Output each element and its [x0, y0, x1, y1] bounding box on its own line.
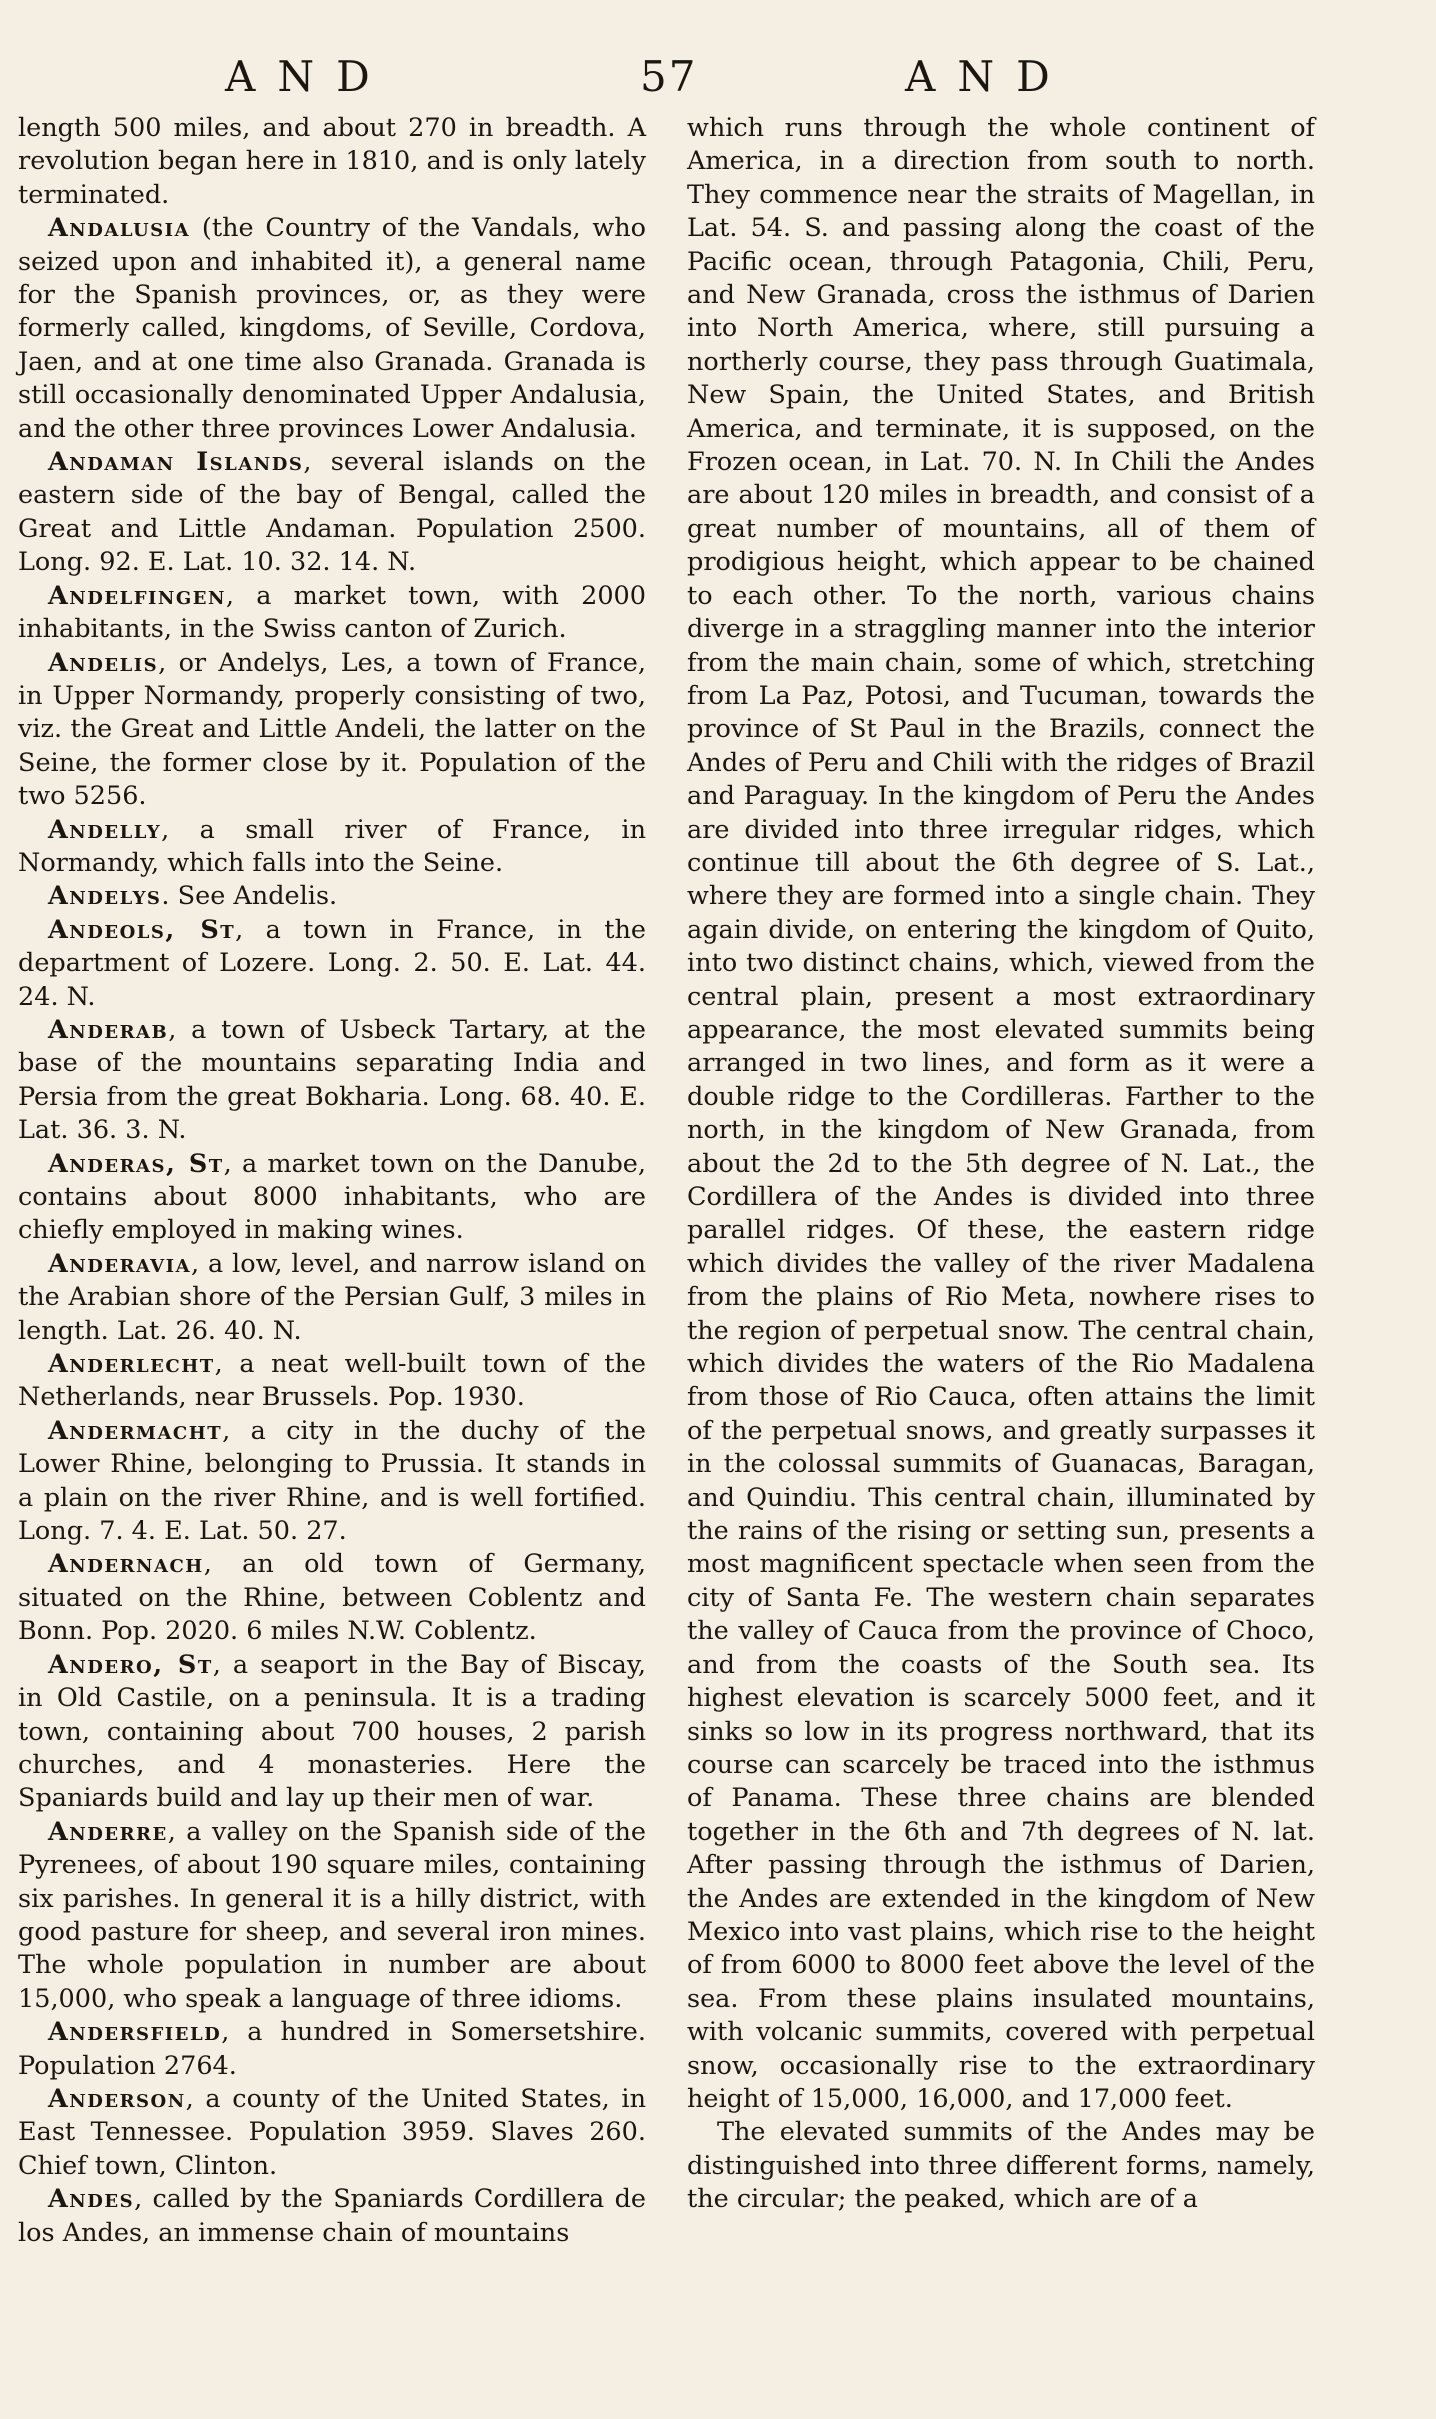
dictionary-entry: [18, 1649, 646, 1816]
dictionary-entry: [18, 914, 646, 1014]
entry-headword: Andalusia: [48, 213, 191, 244]
entry-headword: Anderavia: [48, 1248, 192, 1279]
entry-text: , an old town of Germany, situated on the Rhine, between Coblentz and Bonn. Pop. 2020. 6 miles N.W. Coblentz.: [18, 1549, 646, 1647]
entry-text: , a valley on the Spanish side of the Pyrenees, of about 190 square miles, containing six parishes. In general it is a hilly district, with good pasture for sheep, and several iron mines. The whole population in number are about 15,000, who speak a language of three idioms.: [18, 1816, 646, 2014]
entry-headword: Andermacht: [48, 1415, 223, 1446]
header-right-word: AND: [905, 52, 1072, 101]
dictionary-entry: [18, 2016, 646, 2083]
entry-text: , a seaport in the Bay of Biscay, in Old Castile, on a peninsula. It is a trading town, containing about 700 houses, 2 parish churches, and 4 monasteries. Here the Spaniards build and lay up their men of war.: [18, 1649, 647, 1814]
dictionary-entry: [18, 2083, 646, 2183]
entry-text: , a hundred in Somersetshire. Population 2764.: [18, 2017, 646, 2081]
entry-headword: Andaman Islands: [48, 447, 304, 478]
entry-headword: Anderlecht: [48, 1349, 215, 1380]
entry-text: , a neat well-built town of the Netherlands, near Brussels. Pop. 1930.: [18, 1349, 646, 1413]
entry-text: (the Country of the Vandals, who seized upon and inhabited it), a general name for the Spanish provinces, or, as they were formerly called, kingdoms, of Seville, Cordova, Jaen, and at one time also Granada. Granada is still occasionally denominated Upper Andalusia, and the other three provinces Lower Andalusia.: [18, 213, 646, 444]
entry-headword: Anderab: [48, 1014, 169, 1045]
entry-headword: Andersfield: [48, 2017, 222, 2048]
dictionary-entry: [18, 814, 646, 881]
dictionary-entry: [18, 1014, 646, 1148]
entry-headword: Andelys: [48, 881, 162, 912]
dictionary-entry: [18, 1248, 646, 1348]
dictionary-entry: [18, 1816, 646, 2016]
entry-headword: Andelly: [48, 814, 162, 845]
dictionary-entry: [18, 880, 646, 913]
right-column: [687, 112, 1315, 2217]
entry-text: which runs through the whole continent of America, in a direction from south to north. They commence near the straits of Magellan, in Lat. 54. S. and passing along the coast of the Pacific ocean, through Patagonia, Chili, Peru, and New Granada, cross the isthmus of Darien into North America, where, still pursuing a northerly course, they pass through Guatimala, New Spain, the United States, and British America, and terminate, it is supposed, on the Frozen ocean, in Lat. 70. N. In Chili the Andes are about 120 miles in breadth, and consist of a great number of mountains, all of them of prodigious height, which appear to be chained to each other. To the north, various chains diverge in a straggling manner into the interior from the main chain, some of which, stretching from La Paz, Potosi, and Tucuman, towards the province of St Paul in the Brazils, connect the Andes of Peru and Chili with the ridges of Brazil and Paraguay. In the kingdom of Peru the Andes are divided into three irregular ridges, which continue till about the 6th degree of S. Lat., where they are formed into a single chain. They again divide, on entering the kingdom of Quito, into two distinct chains, which, viewed from the central plain, present a most extraordinary appearance, the most elevated summits being arranged in two lines, and form as it were a double ridge to the Cordilleras. Farther to the north, in the kingdom of New Granada, from about the 2d to the 5th degree of N. Lat., the Cordillera of the Andes is divided into three parallel ridges. Of these, the eastern ridge which divides the valley of the river Madalena from the plains of Rio Meta, nowhere rises to the region of perpetual snow. The central chain, which divides the waters of the Rio Madalena from those of Rio Cauca, often attains the limit of the perpetual snows, and greatly surpasses it in the colossal summits of Guanacas, Baragan, and Quindiu. This central chain, illuminated by the rains of the rising or setting sun, presents a most magnificent spectacle when seen from the city of Santa Fe. The western chain separates the valley of Cauca from the province of Choco, and from the coasts of the South sea. Its highest elevation is scarcely 5000 feet, and it sinks so low in its progress northward, that its course can scarcely be traced into the isthmus of Panama. These three chains are blended together in the 6th and 7th degrees of N. lat. After passing through the isthmus of Darien, the Andes are extended in the kingdom of New Mexico into vast plains, which rise to the height of from 6000 to 8000 feet above the level of the sea. From these plains insulated mountains, with volcanic summits, covered with perpetual snow, occasionally rise to the extraordinary height of 15,000, 16,000, and 17,000 feet.: [687, 113, 1315, 2114]
entry-headword: Anderas, St: [48, 1148, 224, 1179]
page-number: 57: [640, 52, 698, 101]
entry-text: , a county of the United States, in East Tennessee. Population 3959. Slaves 260. Chief town, Clinton.: [18, 2083, 646, 2181]
dictionary-entry: [18, 580, 646, 647]
dictionary-entry: [687, 2116, 1315, 2216]
entry-text: , a town of Usbeck Tartary, at the base of the mountains separating India and Persia from the great Bokharia. Long. 68. 40. E. Lat. 36. 3. N.: [18, 1014, 646, 1146]
entry-headword: Andernach: [48, 1549, 204, 1580]
entry-text: , a small river of France, in Normandy, which falls into the Seine.: [18, 814, 646, 878]
entry-text: , or Andelys, Les, a town of France, in Upper Normandy, properly consisting of two, viz. the Great and Little Andeli, the latter on the Seine, the former close by it. Population of the two 5256.: [18, 647, 646, 812]
dictionary-entry: [18, 1548, 646, 1648]
entry-text: , called by the Spaniards Cordillera de los Andes, an immense chain of mountains: [18, 2184, 646, 2248]
entry-headword: Andelfingen: [48, 580, 226, 611]
entry-text: , a town in France, in the department of Lozere. Long. 2. 50. E. Lat. 44. 24. N.: [18, 914, 647, 1012]
entry-text: , a low, level, and narrow island on the Arabian shore of the Persian Gulf, 3 miles in length. Lat. 26. 40. N.: [18, 1248, 646, 1346]
dictionary-entry: [687, 112, 1315, 2116]
entry-text: The elevated summits of the Andes may be distinguished into three different forms, namely, the circular; the peaked, which are of a: [687, 2117, 1315, 2215]
dictionary-entry: [18, 1348, 646, 1415]
dictionary-entry: [18, 1148, 646, 1248]
dictionary-entry: [18, 1415, 646, 1549]
entry-text: length 500 miles, and about 270 in breadth. A revolution began here in 1810, and is only lately terminated.: [18, 113, 646, 210]
entry-text: . See Andelis.: [161, 881, 338, 912]
header-left-word: AND: [225, 52, 392, 101]
dictionary-entry: [18, 2183, 646, 2250]
entry-headword: Anderson: [48, 2083, 186, 2114]
entry-text: , a market town on the Danube, contains about 8000 inhabitants, who are chiefly employed in making wines.: [18, 1148, 646, 1246]
dictionary-entry: [18, 212, 646, 446]
left-column: [18, 112, 646, 2250]
entry-text: , a city in the duchy of the Lower Rhine, belonging to Prussia. It stands in a plain on the river Rhine, and is well fortified. Long. 7. 4. E. Lat. 50. 27.: [18, 1415, 646, 1547]
entry-headword: Andeols, St: [48, 914, 236, 945]
entry-headword: Andes: [48, 2184, 135, 2215]
running-header: [0, 52, 1436, 108]
entry-text: , several islands on the eastern side of the bay of Bengal, called the Great and Little Andaman. Population 2500. Long. 92. E. Lat. 10. 32. 14. N.: [18, 447, 646, 578]
entry-headword: Andelis: [48, 647, 159, 678]
entry-headword: Anderre: [48, 1816, 168, 1847]
dictionary-entry: [18, 112, 646, 212]
entry-text: , a market town, with 2000 inhabitants, in the Swiss canton of Zurich.: [18, 580, 646, 645]
entry-headword: Andero, St: [48, 1649, 213, 1680]
dictionary-entry: [18, 446, 646, 580]
dictionary-entry: [18, 647, 646, 814]
